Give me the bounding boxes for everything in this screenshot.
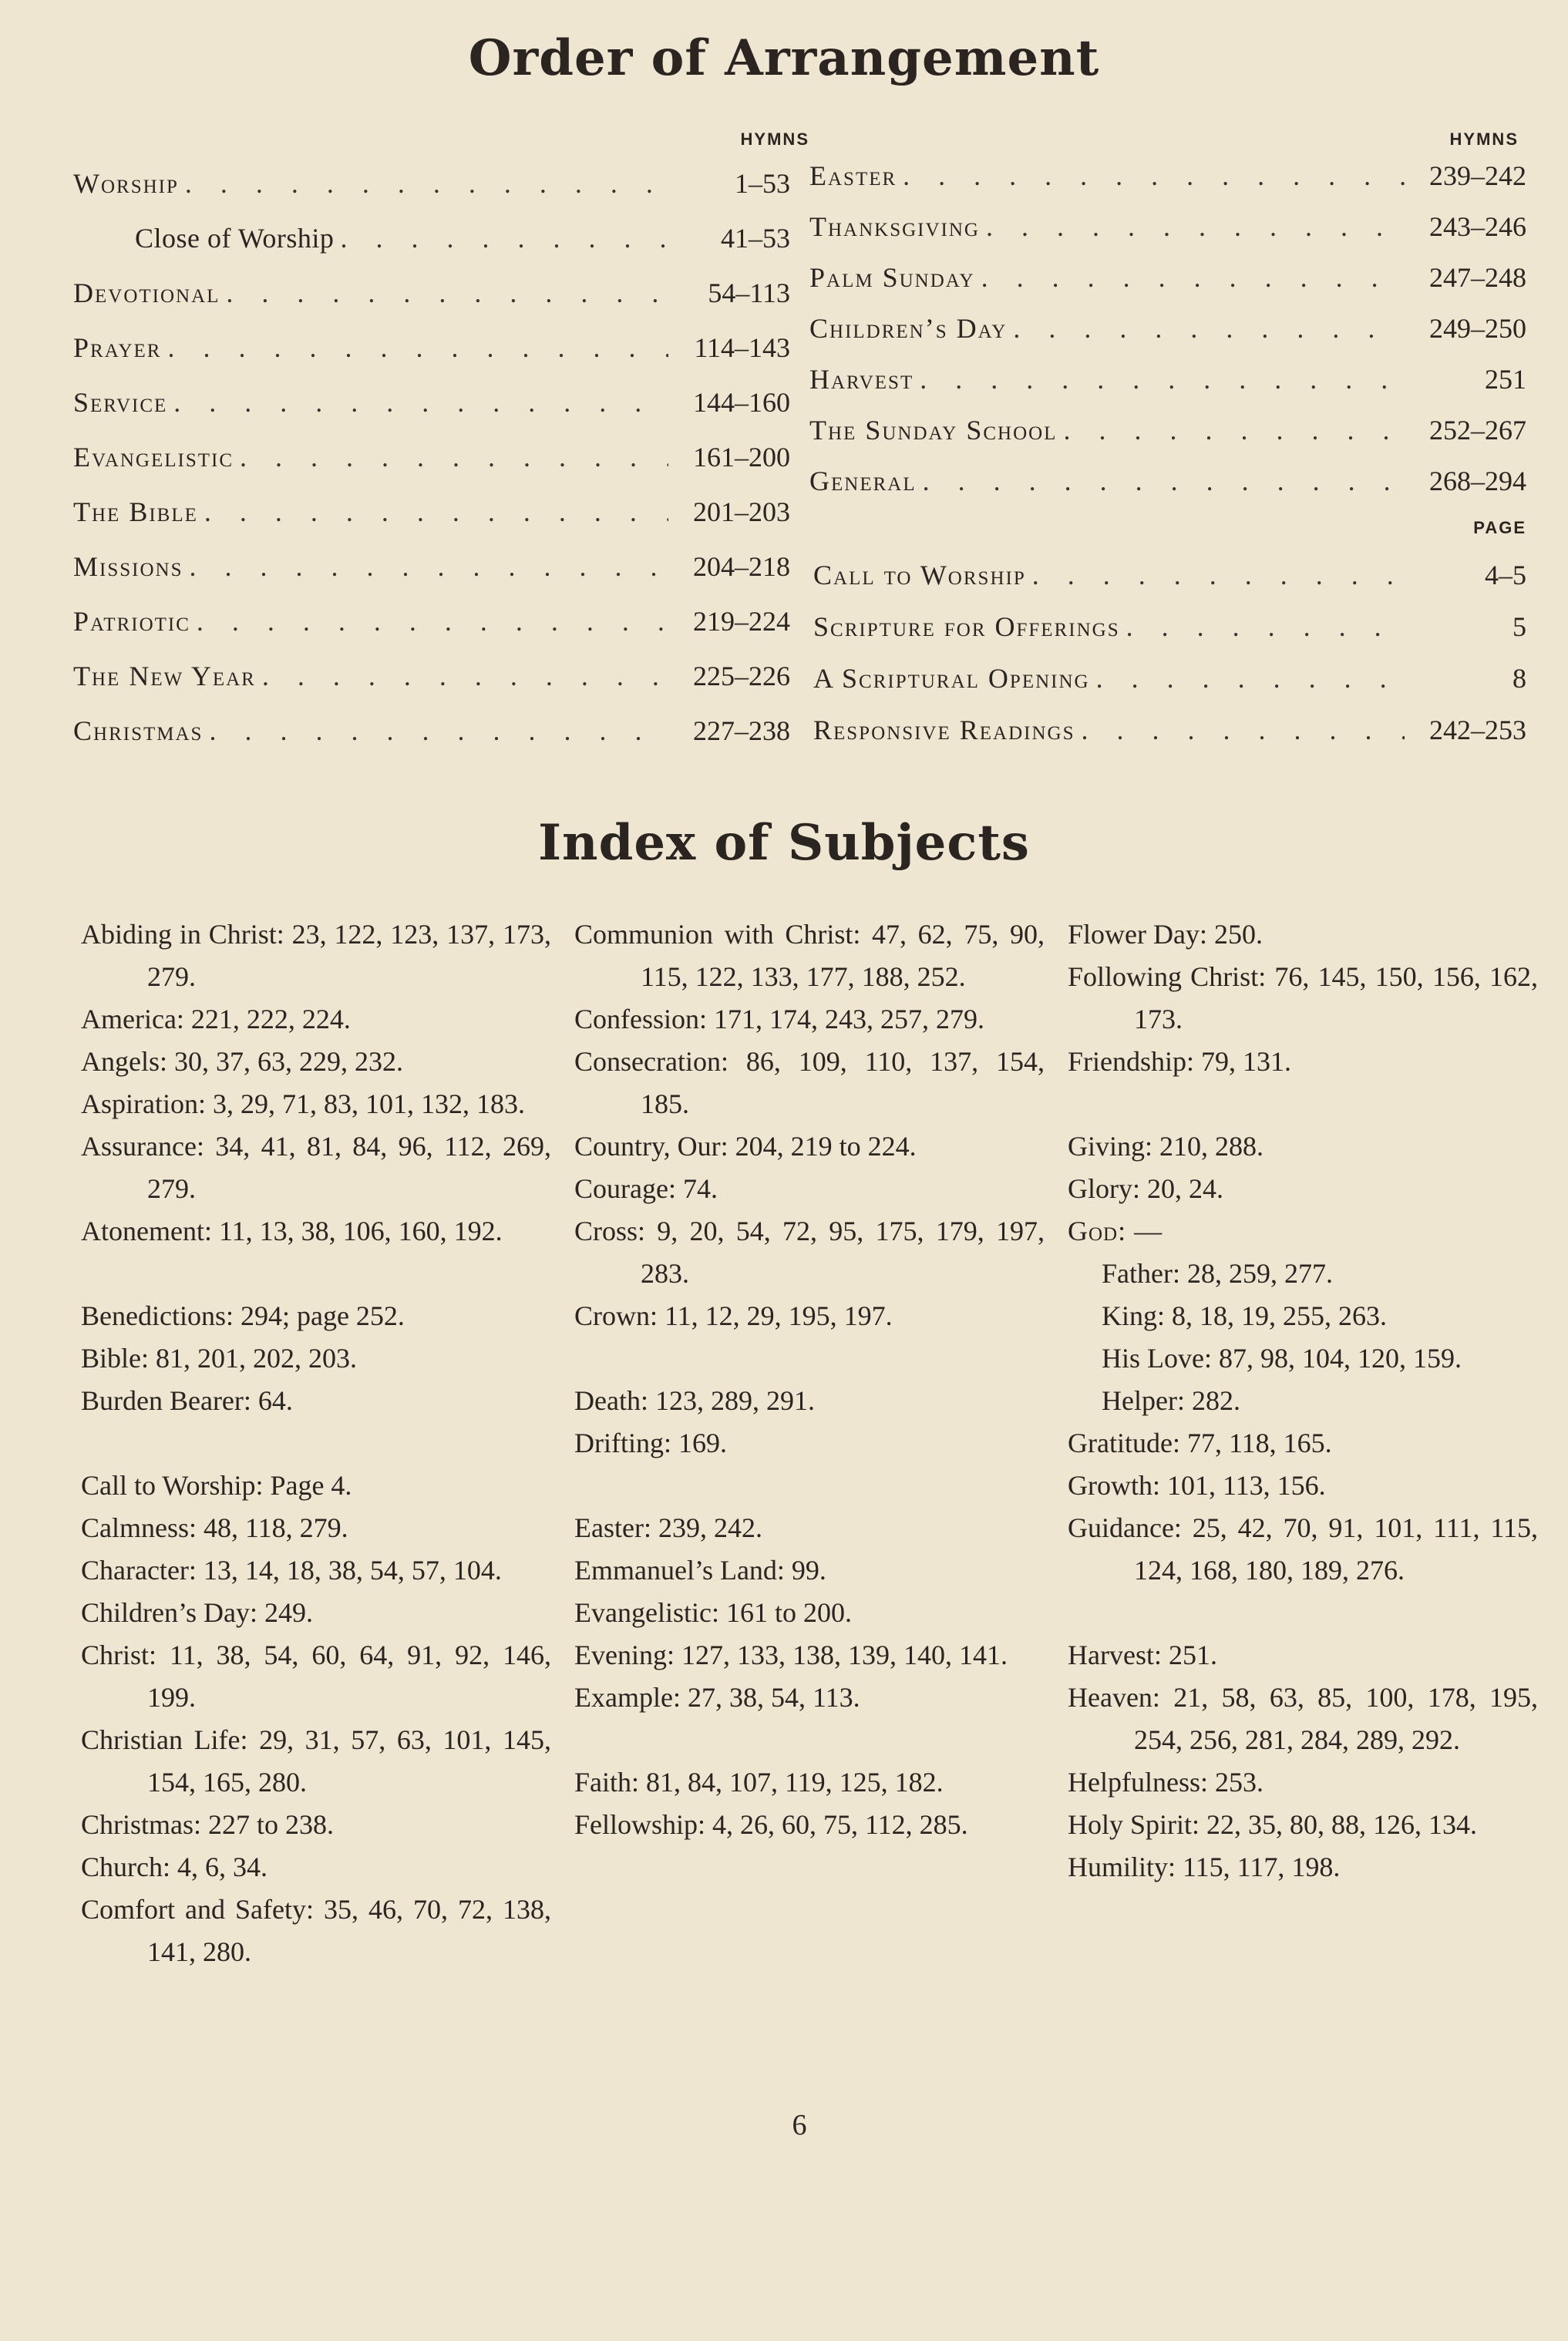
section-range: 239–242 — [1429, 160, 1526, 191]
index-entry: Guidance: 25, 42, 70, 91, 101, 111, 115, 124, 168, 180, 189, 276. — [1068, 1512, 1538, 1586]
arrangement-row — [73, 545, 790, 588]
leader-dots — [167, 326, 668, 369]
arrangement-row — [809, 256, 1526, 299]
arrangement-row — [809, 205, 1526, 248]
section-label: Missions — [73, 551, 183, 582]
index-entry: America: 221, 222, 224. — [81, 1004, 351, 1034]
leader-dots — [240, 436, 668, 479]
arrangement-row — [813, 553, 1526, 597]
index-entry: Glory: 20, 24. — [1068, 1173, 1223, 1204]
arrangement-row — [73, 654, 790, 698]
letter-gap — [81, 1422, 551, 1465]
index-entry: Comfort and Safety: 35, 46, 70, 72, 138, 141, 280. — [81, 1894, 551, 1967]
index-entry: His Love: 87, 98, 104, 120, 159. — [1102, 1343, 1462, 1374]
leader-dots — [923, 459, 1405, 503]
leader-dots — [226, 271, 668, 314]
section-range: 54–113 — [708, 277, 790, 308]
section-label: General — [809, 466, 917, 496]
section-label: Close of Worship — [135, 223, 335, 254]
index-entry: Communion with Christ: 47, 62, 75, 90, 115, 122, 133, 177, 188, 252. — [574, 919, 1045, 992]
arrangement-row — [73, 436, 790, 479]
index-entry: Drifting: 169. — [574, 1428, 727, 1458]
index-entry: Evening: 127, 133, 138, 139, 140, 141. — [574, 1640, 1008, 1670]
section-label: Christmas — [73, 715, 204, 746]
index-entry: Burden Bearer: 64. — [81, 1385, 293, 1416]
section-label: Devotional — [73, 277, 220, 308]
index-entry: Faith: 81, 84, 107, 119, 125, 182. — [574, 1767, 944, 1798]
index-column-2 — [574, 913, 1045, 1846]
section-label: Children’s Day — [809, 313, 1008, 344]
section-range: 201–203 — [693, 496, 790, 527]
index-title: Index of Subjects — [538, 814, 1030, 872]
section-range: 144–160 — [693, 387, 790, 418]
section-range: 249–250 — [1429, 313, 1526, 344]
index-entry: Church: 4, 6, 34. — [81, 1852, 268, 1882]
section-label: Responsive Readings — [813, 715, 1075, 745]
index-entry: Father: 28, 259, 277. — [1102, 1258, 1333, 1289]
letter-gap — [574, 1719, 1045, 1761]
arrangement-row — [809, 154, 1526, 197]
index-entry: Confession: 171, 174, 243, 257, 279. — [574, 1004, 985, 1034]
index-entry: Helper: 282. — [1102, 1385, 1240, 1416]
index-entry: Flower Day: 250. — [1068, 919, 1263, 950]
section-label: Service — [73, 387, 168, 418]
index-column-3 — [1068, 913, 1538, 1889]
index-entry: Country, Our: 204, 219 to 224. — [574, 1131, 917, 1162]
arrangement-row — [73, 381, 790, 424]
section-range: 5 — [1512, 611, 1526, 642]
letter-gap — [1068, 1592, 1538, 1634]
section-label: Scripture for Offerings — [813, 611, 1120, 642]
index-entry: Angels: 30, 37, 63, 229, 232. — [81, 1046, 403, 1077]
section-label: A Scriptural Opening — [813, 663, 1090, 694]
leader-dots — [1081, 708, 1405, 752]
index-entry: Heaven: 21, 58, 63, 85, 100, 178, 195, 254, 256, 281, 284, 289, 292. — [1068, 1682, 1538, 1755]
arrangement-row — [73, 271, 790, 314]
arrangement-row — [73, 162, 790, 205]
section-range: 114–143 — [694, 332, 790, 363]
index-entry: Easter: 239, 242. — [574, 1512, 762, 1543]
section-label: Thanksgiving — [809, 211, 980, 242]
letter-gap — [574, 1337, 1045, 1380]
index-entry: Evangelistic: 161 to 200. — [574, 1597, 852, 1628]
section-range: 1–53 — [735, 168, 790, 199]
section-range: 4–5 — [1485, 560, 1526, 590]
leader-dots — [185, 162, 668, 205]
page-number: 6 — [792, 2109, 807, 2141]
section-range: 204–218 — [693, 551, 790, 582]
leader-dots — [903, 154, 1405, 197]
section-range: 219–224 — [693, 606, 790, 637]
section-range: 251 — [1485, 364, 1526, 395]
leader-dots — [173, 381, 668, 424]
index-entry: Gratitude: 77, 118, 165. — [1068, 1428, 1332, 1458]
index-entry: Christmas: 227 to 238. — [81, 1809, 335, 1840]
leader-dots — [262, 654, 668, 698]
leader-dots — [204, 490, 668, 533]
section-range: 252–267 — [1429, 415, 1526, 446]
index-entry: Assurance: 34, 41, 81, 84, 96, 112, 269, 279. — [81, 1131, 551, 1204]
section-label: Patriotic — [73, 606, 190, 637]
arrangement-row — [809, 459, 1526, 503]
arrangement-row — [813, 657, 1526, 700]
leader-dots — [189, 545, 668, 588]
section-label: Call to Worship — [813, 560, 1026, 590]
arrangement-row — [73, 709, 790, 752]
arrangement-title: Order of Arrangement — [468, 29, 1100, 87]
hymns-header-left: HYMNS — [740, 129, 809, 149]
index-entry: Courage: 74. — [574, 1173, 718, 1204]
index-entry: Calmness: 48, 118, 279. — [81, 1512, 348, 1543]
section-label: The Sunday School — [809, 415, 1058, 446]
section-label: Prayer — [73, 332, 162, 363]
arrangement-row — [73, 490, 790, 533]
index-entry: King: 8, 18, 19, 255, 263. — [1102, 1300, 1388, 1331]
section-label: Easter — [809, 160, 897, 191]
index-entry: Humility: 115, 117, 198. — [1068, 1852, 1341, 1882]
leader-dots — [340, 217, 668, 260]
letter-gap — [574, 1465, 1045, 1507]
arrangement-row — [813, 708, 1526, 752]
section-range: 41–53 — [721, 223, 790, 254]
section-range: 8 — [1512, 663, 1526, 694]
index-entry: Character: 13, 14, 18, 38, 54, 57, 104. — [81, 1555, 502, 1586]
index-entry: God: — — [1068, 1216, 1163, 1246]
leader-dots — [920, 358, 1405, 401]
index-entry: Children’s Day: 249. — [81, 1597, 313, 1628]
section-range: 243–246 — [1429, 211, 1526, 242]
leader-dots — [1126, 605, 1405, 648]
page-header: PAGE — [1473, 518, 1526, 537]
section-range: 242–253 — [1429, 715, 1526, 745]
arrangement-row — [809, 409, 1526, 452]
leader-dots — [1096, 657, 1405, 700]
index-entry: Consecration: 86, 109, 110, 137, 154, 185. — [574, 1046, 1045, 1119]
letter-gap — [1068, 1083, 1538, 1125]
section-label: Worship — [73, 168, 179, 199]
section-range: 227–238 — [693, 715, 790, 746]
section-range: 225–226 — [693, 661, 790, 691]
section-range: 268–294 — [1429, 466, 1526, 496]
section-range: 161–200 — [693, 442, 790, 473]
arrangement-row — [73, 326, 790, 369]
index-entry: Abiding in Christ: 23, 122, 123, 137, 173, 279. — [81, 919, 551, 992]
leader-dots — [981, 256, 1405, 299]
index-column-1 — [81, 913, 551, 1973]
section-label: The New Year — [73, 661, 256, 691]
arrangement-row — [809, 307, 1526, 350]
index-entry: Cross: 9, 20, 54, 72, 95, 175, 179, 197, 283. — [574, 1216, 1045, 1289]
index-entry: Christ: 11, 38, 54, 60, 64, 91, 92, 146, 199. — [81, 1640, 551, 1713]
index-entry: Example: 27, 38, 54, 113. — [574, 1682, 860, 1713]
leader-dots — [209, 709, 668, 752]
section-range: 247–248 — [1429, 262, 1526, 293]
arrangement-row — [813, 605, 1526, 648]
section-label: Evangelistic — [73, 442, 234, 473]
leader-dots — [197, 600, 668, 643]
index-entry: Giving: 210, 288. — [1068, 1131, 1264, 1162]
arrangement-row — [809, 358, 1526, 401]
index-entry: Death: 123, 289, 291. — [574, 1385, 815, 1416]
section-label: The Bible — [73, 496, 198, 527]
index-entry: Fellowship: 4, 26, 60, 75, 112, 285. — [574, 1809, 968, 1840]
letter-gap — [81, 1253, 551, 1295]
arrangement-row — [73, 600, 790, 643]
leader-dots — [1013, 307, 1405, 350]
index-entry: Bible: 81, 201, 202, 203. — [81, 1343, 357, 1374]
index-entry: Harvest: 251. — [1068, 1640, 1217, 1670]
section-label: Palm Sunday — [809, 262, 975, 293]
index-entry: Atonement: 11, 13, 38, 106, 160, 192. — [81, 1216, 503, 1246]
index-entry: Crown: 11, 12, 29, 195, 197. — [574, 1300, 893, 1331]
hymns-header-right: HYMNS — [1449, 129, 1519, 149]
section-label: Harvest — [809, 364, 914, 395]
index-entry: Aspiration: 3, 29, 71, 83, 101, 132, 183. — [81, 1088, 525, 1119]
index-entry: Call to Worship: Page 4. — [81, 1470, 352, 1501]
index-entry: Christian Life: 29, 31, 57, 63, 101, 145, 154, 165, 280. — [81, 1724, 551, 1798]
index-entry: Emmanuel’s Land: 99. — [574, 1555, 826, 1586]
leader-dots — [1063, 409, 1405, 452]
index-entry: Friendship: 79, 131. — [1068, 1046, 1292, 1077]
leader-dots — [1032, 553, 1405, 597]
index-entry: Growth: 101, 113, 156. — [1068, 1470, 1326, 1501]
index-entry: Following Christ: 76, 145, 150, 156, 162, 173. — [1068, 961, 1538, 1034]
arrangement-row — [135, 217, 790, 260]
index-entry: Helpfulness: 253. — [1068, 1767, 1263, 1798]
leader-dots — [986, 205, 1405, 248]
index-entry: Holy Spirit: 22, 35, 80, 88, 126, 134. — [1068, 1809, 1478, 1840]
index-entry: Benedictions: 294; page 252. — [81, 1300, 405, 1331]
